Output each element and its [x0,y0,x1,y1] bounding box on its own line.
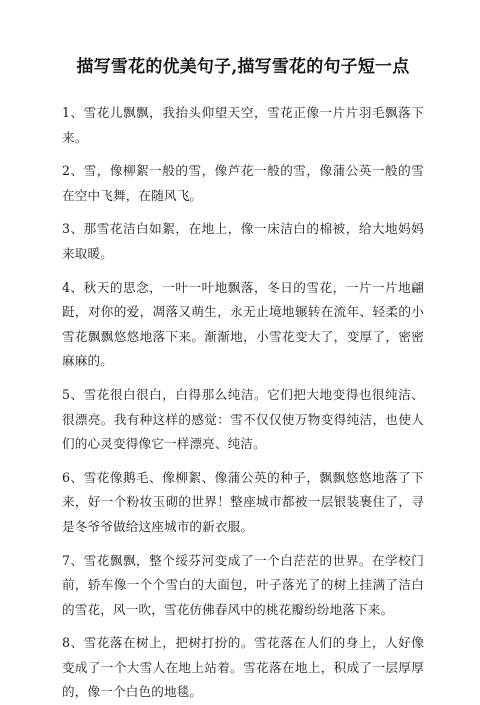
sentence-item-2: 2、雪，像柳絮一般的雪，像芦花一般的雪，像蒲公英一般的雪在空中飞舞，在随风飞。 [62,163,424,203]
sentence-item-6: 6、雪花像鹅毛、像柳絮、像蒲公英的种子，飘飘悠悠地落了下来，好一个粉妆玉砌的世界！整座城市都被一层银装裹住了，寻是冬爷爷做给这座城市的新衣服。 [62,469,424,534]
sentence-item-1: 1、雪花儿飘飘，我抬头仰望天空，雪花正像一片片羽毛飘落下来。 [62,105,424,145]
sentence-list [62,101,424,705]
sentence-item-3: 3、那雪花洁白如絮，在地上，像一床洁白的棉被，给大地妈妈来取暖。 [62,221,424,261]
sentence-item-4: 4、秋天的思念，一叶一叶地飘落，冬日的雪花，一片一片地翩跹，对你的爱，凋落又萌生，永无止境地辗转在流年、轻柔的小雪花飘飘悠悠地落下来。渐渐地，小雪花变大了，变厚了，密密麻麻的。 [62,279,424,369]
sentence-item-7: 7、雪花飘飘，整个绥芬河变成了一个白茫茫的世界。在学校门前，轿车像一个个雪白的大面包，叶子落光了的树上挂满了洁白的雪花，风一吹，雪花仿佛春风中的桃花瓣纷纷地落下来。 [62,552,424,617]
page-title: 描写雪花的优美句子,描写雪花的句子短一点 [76,57,410,77]
sentence-item-8: 8、雪花落在树上，把树打扮的。雪花落在人们的身上，人好像变成了一个大雪人在地上站着。雪花落在地上，积成了一层厚厚的，像一个白色的地毯。 [62,635,424,700]
sentence-item-5: 5、雪花很白很白，白得那么纯洁。它们把大地变得也很纯洁、很漂亮。我有种这样的感觉：雪不仅仅使万物变得纯洁，也使人们的心灵变得像它一样漂亮、纯洁。 [62,386,424,452]
